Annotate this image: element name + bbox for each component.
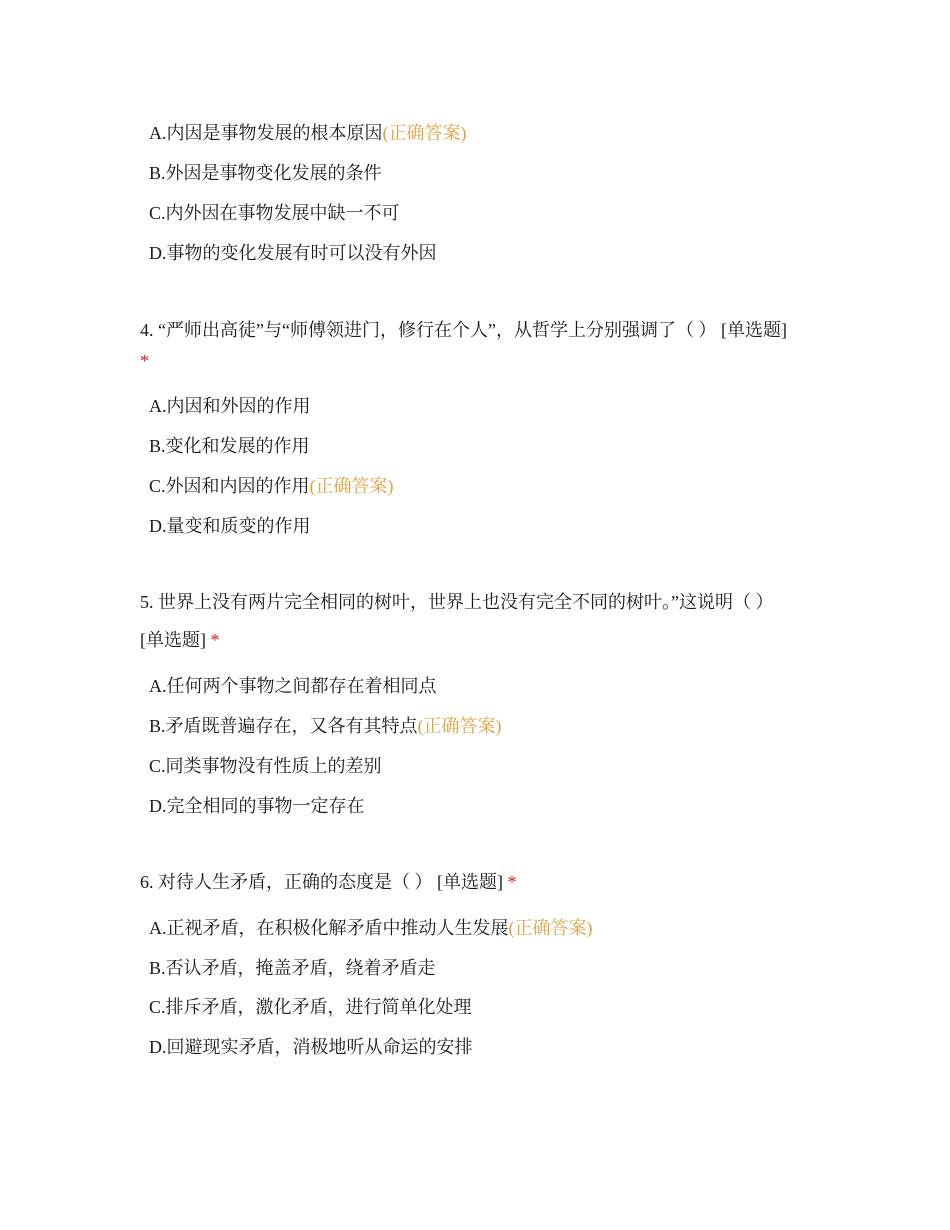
question-text: 6. 对待人生矛盾，正确的态度是（ ） [单选题] bbox=[140, 872, 503, 892]
q5-option-c[interactable] bbox=[149, 754, 382, 778]
required-asterisk: * bbox=[140, 351, 149, 371]
correct-answer-marker: (正确答案) bbox=[309, 476, 394, 496]
q6-option-a[interactable] bbox=[149, 916, 593, 940]
option-label: A.正视矛盾，在积极化解矛盾中推动人生发展 bbox=[149, 918, 509, 938]
q5-title-line2 bbox=[140, 628, 820, 652]
option-label: D.完全相同的事物一定存在 bbox=[149, 796, 365, 816]
option-label: A.任何两个事物之间都存在着相同点 bbox=[149, 676, 437, 696]
option-label: A.内因是事物发展的根本原因 bbox=[149, 123, 383, 143]
q6-option-d[interactable] bbox=[149, 1035, 473, 1059]
q6-title bbox=[140, 870, 820, 894]
question-text: 4. “严师出高徒”与“师傅领进门，修行在个人”，从哲学上分别强调了（ ） [单选题] bbox=[140, 320, 787, 340]
option-label: A.内因和外因的作用 bbox=[149, 396, 311, 416]
q4-option-d[interactable] bbox=[149, 514, 311, 538]
q6-option-c[interactable] bbox=[149, 995, 472, 1019]
correct-answer-marker: (正确答案) bbox=[508, 918, 593, 938]
option-label: C.外因和内因的作用 bbox=[149, 476, 310, 496]
option-label: B.矛盾既普遍存在，又各有其特点 bbox=[149, 716, 418, 736]
q4-option-b[interactable] bbox=[149, 434, 310, 458]
correct-answer-marker: (正确答案) bbox=[382, 123, 467, 143]
option-label: C.排斥矛盾，激化矛盾，进行简单化处理 bbox=[149, 997, 472, 1017]
q3-option-a[interactable] bbox=[149, 121, 467, 145]
option-label: C.同类事物没有性质上的差别 bbox=[149, 756, 382, 776]
q5-option-b[interactable] bbox=[149, 714, 502, 738]
q5-title bbox=[140, 590, 820, 614]
option-label: B.变化和发展的作用 bbox=[149, 436, 310, 456]
required-asterisk: * bbox=[210, 630, 220, 650]
option-label: C.内外因在事物发展中缺一不可 bbox=[149, 203, 400, 223]
option-label: D.事物的变化发展有时可以没有外因 bbox=[149, 243, 437, 263]
option-label: B.外因是事物变化发展的条件 bbox=[149, 163, 382, 183]
q6-option-b[interactable] bbox=[149, 956, 436, 980]
question-text: 5. 世界上没有两片完全相同的树叶，世界上也没有完全不同的树叶。”这说明（ ） bbox=[140, 592, 774, 612]
option-label: B.否认矛盾，掩盖矛盾，绕着矛盾走 bbox=[149, 958, 436, 978]
correct-answer-marker: (正确答案) bbox=[417, 716, 502, 736]
option-label: D.回避现实矛盾，消极地听从命运的安排 bbox=[149, 1037, 473, 1057]
option-label: D.量变和质变的作用 bbox=[149, 516, 311, 536]
q4-required bbox=[140, 349, 820, 373]
q3-option-d[interactable] bbox=[149, 241, 437, 265]
question-type: [单选题] bbox=[140, 630, 206, 650]
q3-option-c[interactable] bbox=[149, 201, 400, 225]
q3-option-b[interactable] bbox=[149, 161, 382, 185]
q4-title bbox=[140, 318, 820, 342]
q5-option-d[interactable] bbox=[149, 794, 365, 818]
q4-option-a[interactable] bbox=[149, 394, 311, 418]
q5-option-a[interactable] bbox=[149, 674, 437, 698]
required-asterisk: * bbox=[507, 872, 517, 892]
q4-option-c[interactable] bbox=[149, 474, 394, 498]
